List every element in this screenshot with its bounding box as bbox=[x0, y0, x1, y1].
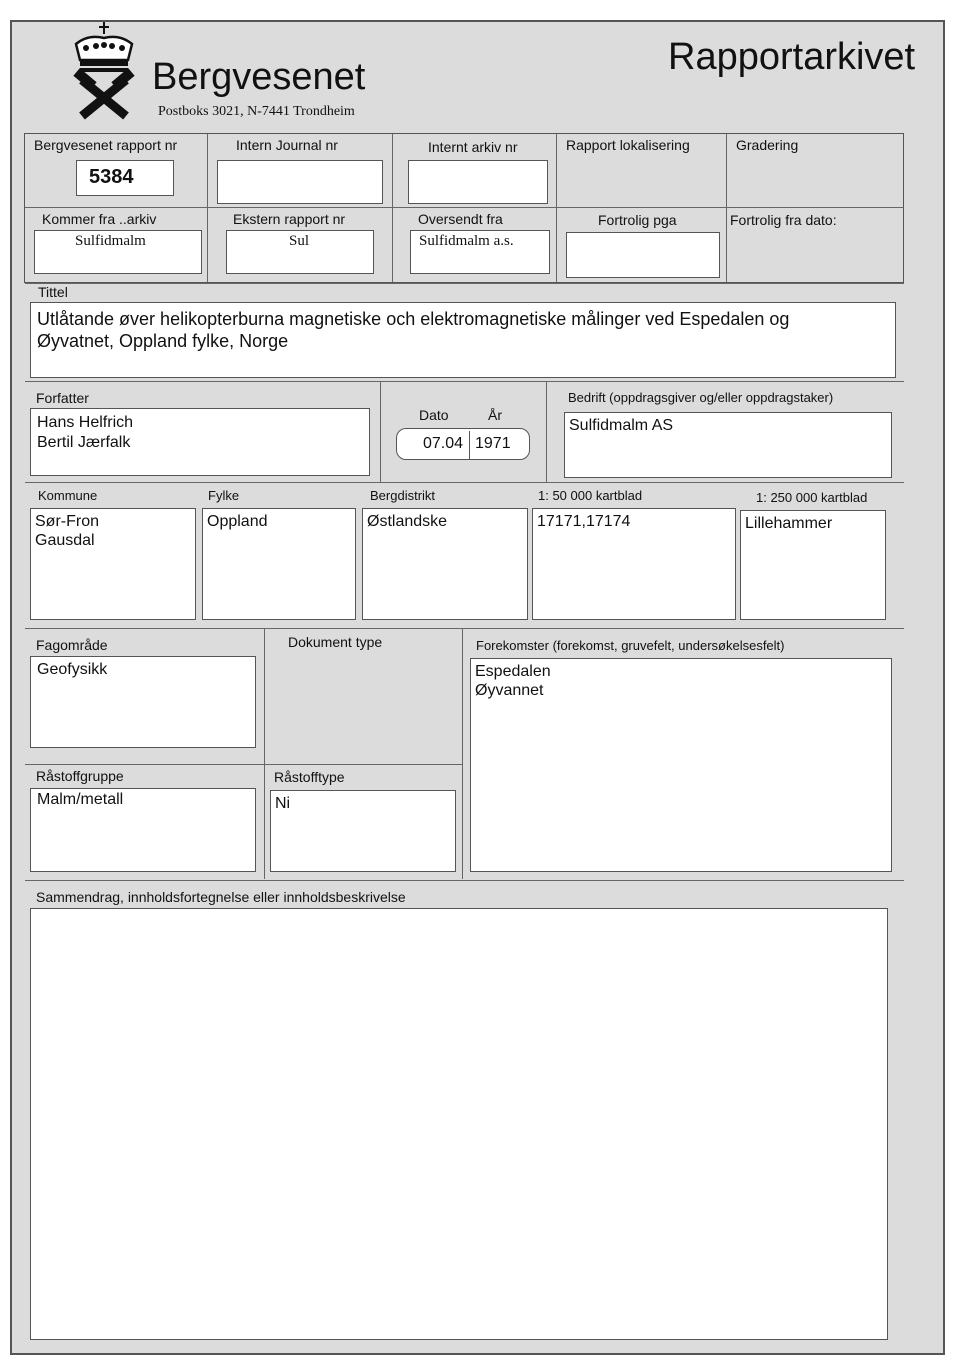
divider bbox=[25, 207, 904, 208]
title-line-1: Utlåtande øver helikopterburna magnetiske och elektromagnetiske målinger ved Espedalen og bbox=[37, 309, 790, 329]
divider bbox=[25, 381, 904, 382]
map50-value: 17171,17174 bbox=[537, 513, 631, 530]
year-label: År bbox=[488, 407, 502, 423]
field-field[interactable] bbox=[30, 656, 256, 748]
divider bbox=[25, 764, 463, 765]
confidential-date-label: Fortrolig fra dato: bbox=[730, 212, 837, 228]
archive-label: Internt arkiv nr bbox=[428, 139, 518, 155]
district-value: Østlandske bbox=[367, 513, 448, 530]
confidential-reason-label: Fortrolig pga bbox=[598, 212, 677, 228]
kommune-label: Kommune bbox=[38, 488, 98, 503]
ext-report-field[interactable] bbox=[226, 230, 374, 274]
org-name: Bergvesenet bbox=[152, 56, 366, 98]
report-nr-value: 5384 bbox=[89, 166, 134, 188]
divider bbox=[25, 283, 904, 284]
divider bbox=[726, 134, 727, 282]
title-line-2: Øyvatnet, Oppland fylke, Norge bbox=[37, 331, 289, 351]
raw-group-field[interactable] bbox=[30, 788, 256, 872]
deposits-label: Forekomster (forekomst, gruvefelt, undersøkelsesfelt) bbox=[476, 638, 785, 653]
deposits-field[interactable] bbox=[470, 658, 892, 872]
from-archive-label: Kommer fra ..arkiv bbox=[42, 211, 157, 227]
title-field[interactable] bbox=[30, 302, 896, 378]
location-label: Rapport lokalisering bbox=[566, 137, 690, 153]
raw-type-value: Ni bbox=[275, 795, 291, 812]
divider bbox=[392, 134, 393, 282]
divider bbox=[25, 628, 904, 629]
from-archive-value: Sulfidmalm bbox=[75, 233, 146, 249]
confidential-reason-field[interactable] bbox=[566, 232, 720, 278]
divider bbox=[207, 134, 208, 282]
from-archive-field[interactable] bbox=[34, 230, 202, 274]
doctype-label: Dokument type bbox=[288, 634, 383, 650]
author-field[interactable] bbox=[30, 408, 370, 476]
fylke-field[interactable] bbox=[202, 508, 356, 620]
map250-field[interactable] bbox=[740, 510, 886, 620]
ext-report-label: Ekstern rapport nr bbox=[233, 211, 346, 227]
raw-type-label: Råstofftype bbox=[274, 769, 345, 785]
date-year-separator bbox=[469, 431, 470, 459]
divider bbox=[556, 134, 557, 282]
report-nr-field[interactable] bbox=[76, 160, 174, 196]
year-value: 1971 bbox=[475, 435, 511, 452]
deposit-1: Espedalen bbox=[475, 663, 551, 680]
fylke-value: Oppland bbox=[207, 513, 268, 530]
author-1: Hans Helfrich bbox=[37, 414, 134, 431]
map250-label: 1: 250 000 kartblad bbox=[756, 490, 868, 505]
map50-field[interactable] bbox=[532, 508, 736, 620]
crown-hammers-logo bbox=[68, 22, 140, 120]
fylke-label: Fylke bbox=[208, 488, 240, 503]
divider bbox=[25, 880, 904, 881]
org-address: Postboks 3021, N-7441 Trondheim bbox=[158, 104, 355, 119]
field-label: Fagområde bbox=[36, 637, 108, 653]
date-value: 07.04 bbox=[423, 435, 464, 452]
company-label: Bedrift (oppdragsgiver og/eller oppdragstaker) bbox=[568, 390, 834, 405]
title-label: Tittel bbox=[38, 284, 68, 300]
district-field[interactable] bbox=[362, 508, 528, 620]
deposit-2: Øyvannet bbox=[475, 682, 544, 699]
district-label: Bergdistrikt bbox=[370, 488, 436, 503]
divider bbox=[380, 382, 381, 482]
raw-group-value: Malm/metall bbox=[37, 791, 124, 808]
divider bbox=[462, 629, 463, 879]
field-value: Geofysikk bbox=[37, 661, 108, 678]
raw-group-label: Råstoffgruppe bbox=[36, 768, 124, 784]
author-2: Bertil Jærfalk bbox=[37, 434, 131, 451]
ext-report-value: Sul bbox=[289, 233, 310, 249]
kommune-field[interactable] bbox=[30, 508, 196, 620]
summary-label: Sammendrag, innholdsfortegnelse eller innholdsbeskrivelse bbox=[36, 889, 406, 905]
date-label: Dato bbox=[419, 407, 449, 423]
company-field[interactable] bbox=[564, 412, 892, 478]
journal-field[interactable] bbox=[217, 160, 383, 204]
divider bbox=[546, 382, 547, 482]
summary-field[interactable] bbox=[30, 908, 888, 1340]
archive-title: Rapportarkivet bbox=[668, 36, 916, 78]
grading-label: Gradering bbox=[736, 137, 799, 153]
date-year-field[interactable] bbox=[396, 428, 530, 460]
sent-from-field[interactable] bbox=[410, 230, 550, 274]
archive-field[interactable] bbox=[408, 160, 548, 204]
kommune-1: Sør-Fron bbox=[35, 513, 99, 530]
author-label: Forfatter bbox=[36, 390, 89, 406]
map50-label: 1: 50 000 kartblad bbox=[538, 488, 643, 503]
divider bbox=[25, 482, 904, 483]
sent-from-label: Oversendt fra bbox=[418, 211, 503, 227]
raw-type-field[interactable] bbox=[270, 790, 456, 872]
kommune-2: Gausdal bbox=[35, 532, 95, 549]
sent-from-value: Sulfidmalm a.s. bbox=[419, 233, 514, 249]
divider bbox=[264, 629, 265, 879]
journal-label: Intern Journal nr bbox=[236, 137, 338, 153]
company-value: Sulfidmalm AS bbox=[569, 417, 674, 434]
map250-value: Lillehammer bbox=[745, 515, 833, 532]
report-nr-label: Bergvesenet rapport nr bbox=[34, 137, 178, 153]
